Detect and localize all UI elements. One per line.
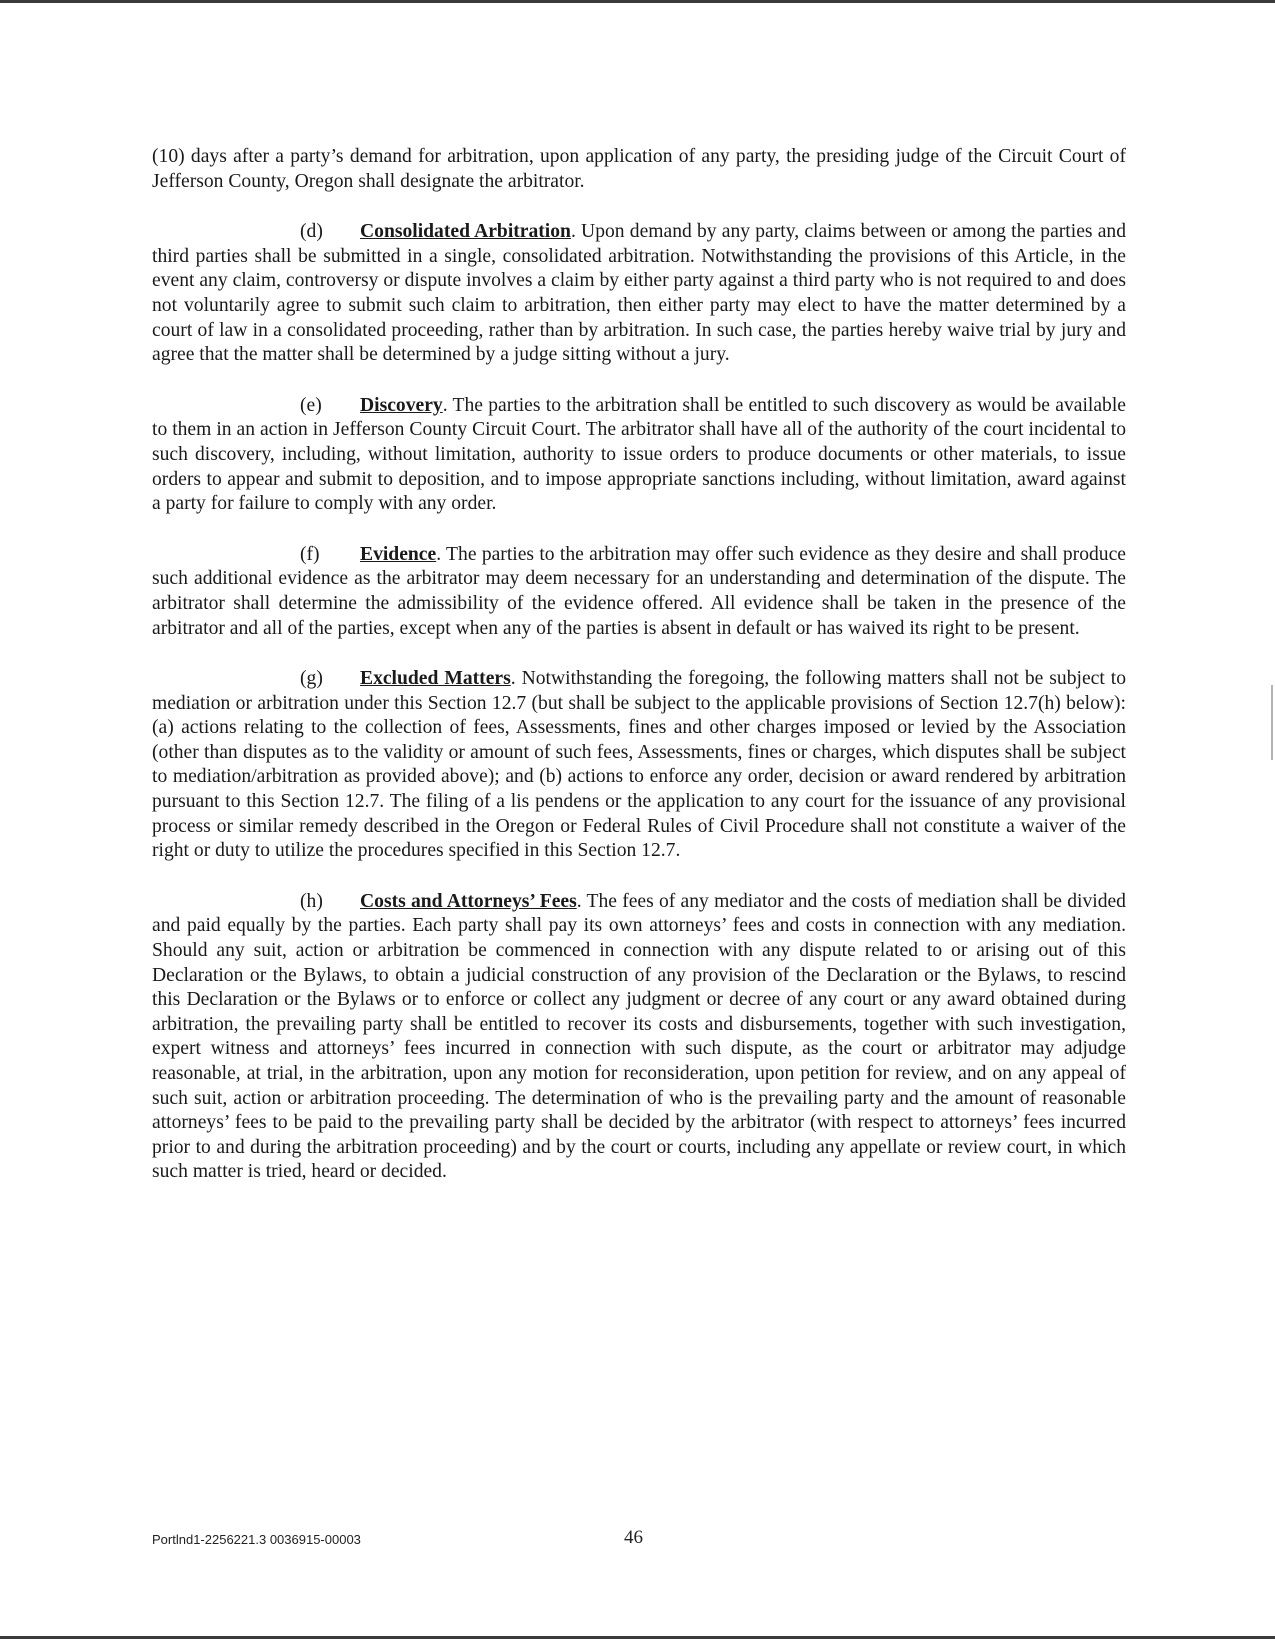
page-number: 46 <box>624 1527 643 1548</box>
paragraph-text: (10) days after a party’s demand for arbitration, upon application of any party, the presiding judge of the Circuit Court of Jefferson County, Oregon shall designate the arbitrator. <box>152 146 1126 192</box>
paragraph-costs-and-attorneys-fees <box>152 890 1126 1185</box>
document-body <box>152 145 1126 1211</box>
paragraph-label: (f) <box>300 543 320 565</box>
paragraph-text: . Upon demand by any party, claims between or among the parties and third parties shall be submitted in a single, consolidated arbitration. Notwithstanding the provisions of this Article, in the event any claim, controversy or dispute involves a claim by either party against a third party who is not required to and does not voluntarily agree to submit such claim to arbitration, then either party may elect to have the matter determined by a court of law in a consolidated proceeding, rather than by arbitration. In such case, the parties hereby waive trial by jury and agree that the matter shall be determined by a judge sitting without a jury. <box>152 221 1127 366</box>
paragraph-heading: Consolidated Arbitration <box>360 221 571 243</box>
scan-edge-mark <box>1271 685 1273 760</box>
paragraph-label: (e) <box>300 394 322 416</box>
paragraph-label: (d) <box>300 221 323 243</box>
paragraph-continuation <box>152 145 1126 194</box>
paragraph-label: (h) <box>300 890 323 912</box>
paragraph-excluded-matters <box>152 667 1126 864</box>
paragraph-heading: Costs and Attorneys’ Fees <box>360 890 577 912</box>
paragraph-label: (g) <box>300 668 323 690</box>
paragraph-discovery <box>152 394 1126 517</box>
footer-document-id: Portlnd1-2256221.3 0036915-00003 <box>152 1532 361 1547</box>
paragraph-consolidated-arbitration <box>152 220 1126 368</box>
scan-bottom-border <box>0 1636 1275 1639</box>
paragraph-heading: Discovery <box>360 394 443 416</box>
paragraph-evidence <box>152 543 1126 641</box>
scan-top-border <box>0 0 1275 3</box>
paragraph-heading: Evidence <box>360 543 437 565</box>
paragraph-text: . The parties to the arbitration may offer such evidence as they desire and shall produce such additional evidence as the arbitrator may deem necessary for an understanding and determination of the dispute. The arbitrator shall determine the admissibility of the evidence offered. All evidence shall be taken in the presence of the arbitrator and all of the parties, except when any of the parties is absent in default or has waived its right to be present. <box>152 543 1126 639</box>
paragraph-text: . The parties to the arbitration shall be entitled to such discovery as would be available to them in an action in Jefferson County Circuit Court. The arbitrator shall have all of the authority of the court incidental to such discovery, including, without limitation, authority to issue orders to produce documents or other materials, to issue orders to appear and submit to deposition, and to impose appropriate sanctions including, without limitation, award against a party for failure to comply with any order. <box>152 394 1126 515</box>
paragraph-text: . Notwithstanding the foregoing, the following matters shall not be subject to mediation or arbitration under this Section 12.7 (but shall be subject to the applicable provisions of Section 12.7(h) below): (a) actions relating to the collection of fees, Assessments, fines and other charges imposed or levied by the Association (other than disputes as to the validity or amount of such fees, Assessments, fines or charges, which disputes shall be subject to mediation/arbitration as provided above); and (b) actions to enforce any order, decision or award rendered by arbitration pursuant to this Section 12.7. The filing of a lis pendens or the application to any court for the issuance of any provisional process or similar remedy described in the Oregon or Federal Rules of Civil Procedure shall not constitute a waiver of the right or duty to utilize the procedures specified in this Section 12.7. <box>152 668 1127 862</box>
paragraph-text: . The fees of any mediator and the costs of mediation shall be divided and paid equally by the parties. Each party shall pay its own attorneys’ fees and costs in connection with any mediation. Should any suit, action or arbitration be commenced in connection with any dispute related to or arising out of this Declaration or the Bylaws, to obtain a judicial construction of any provision of the Declaration or the Bylaws, to rescind this Declaration or the Bylaws or to enforce or collect any judgment or decree of any court or any award obtained during arbitration, the prevailing party shall be entitled to recover its costs and disbursements, together with such investigation, expert witness and attorneys’ fees incurred in connection with such dispute, as the court or arbitrator may adjudge reasonable, at trial, in the arbitration, upon any motion for reconsideration, upon petition for review, and on any appeal of such suit, action or arbitration proceeding. The determination of who is the prevailing party and the amount of reasonable attorneys’ fees to be paid to the prevailing party shall be decided by the arbitrator (with respect to attorneys’ fees incurred prior to and during the arbitration proceeding) and by the court or courts, including any appellate or review court, in which such matter is tried, heard or decided. <box>152 890 1126 1183</box>
paragraph-heading: Excluded Matters <box>360 668 511 690</box>
